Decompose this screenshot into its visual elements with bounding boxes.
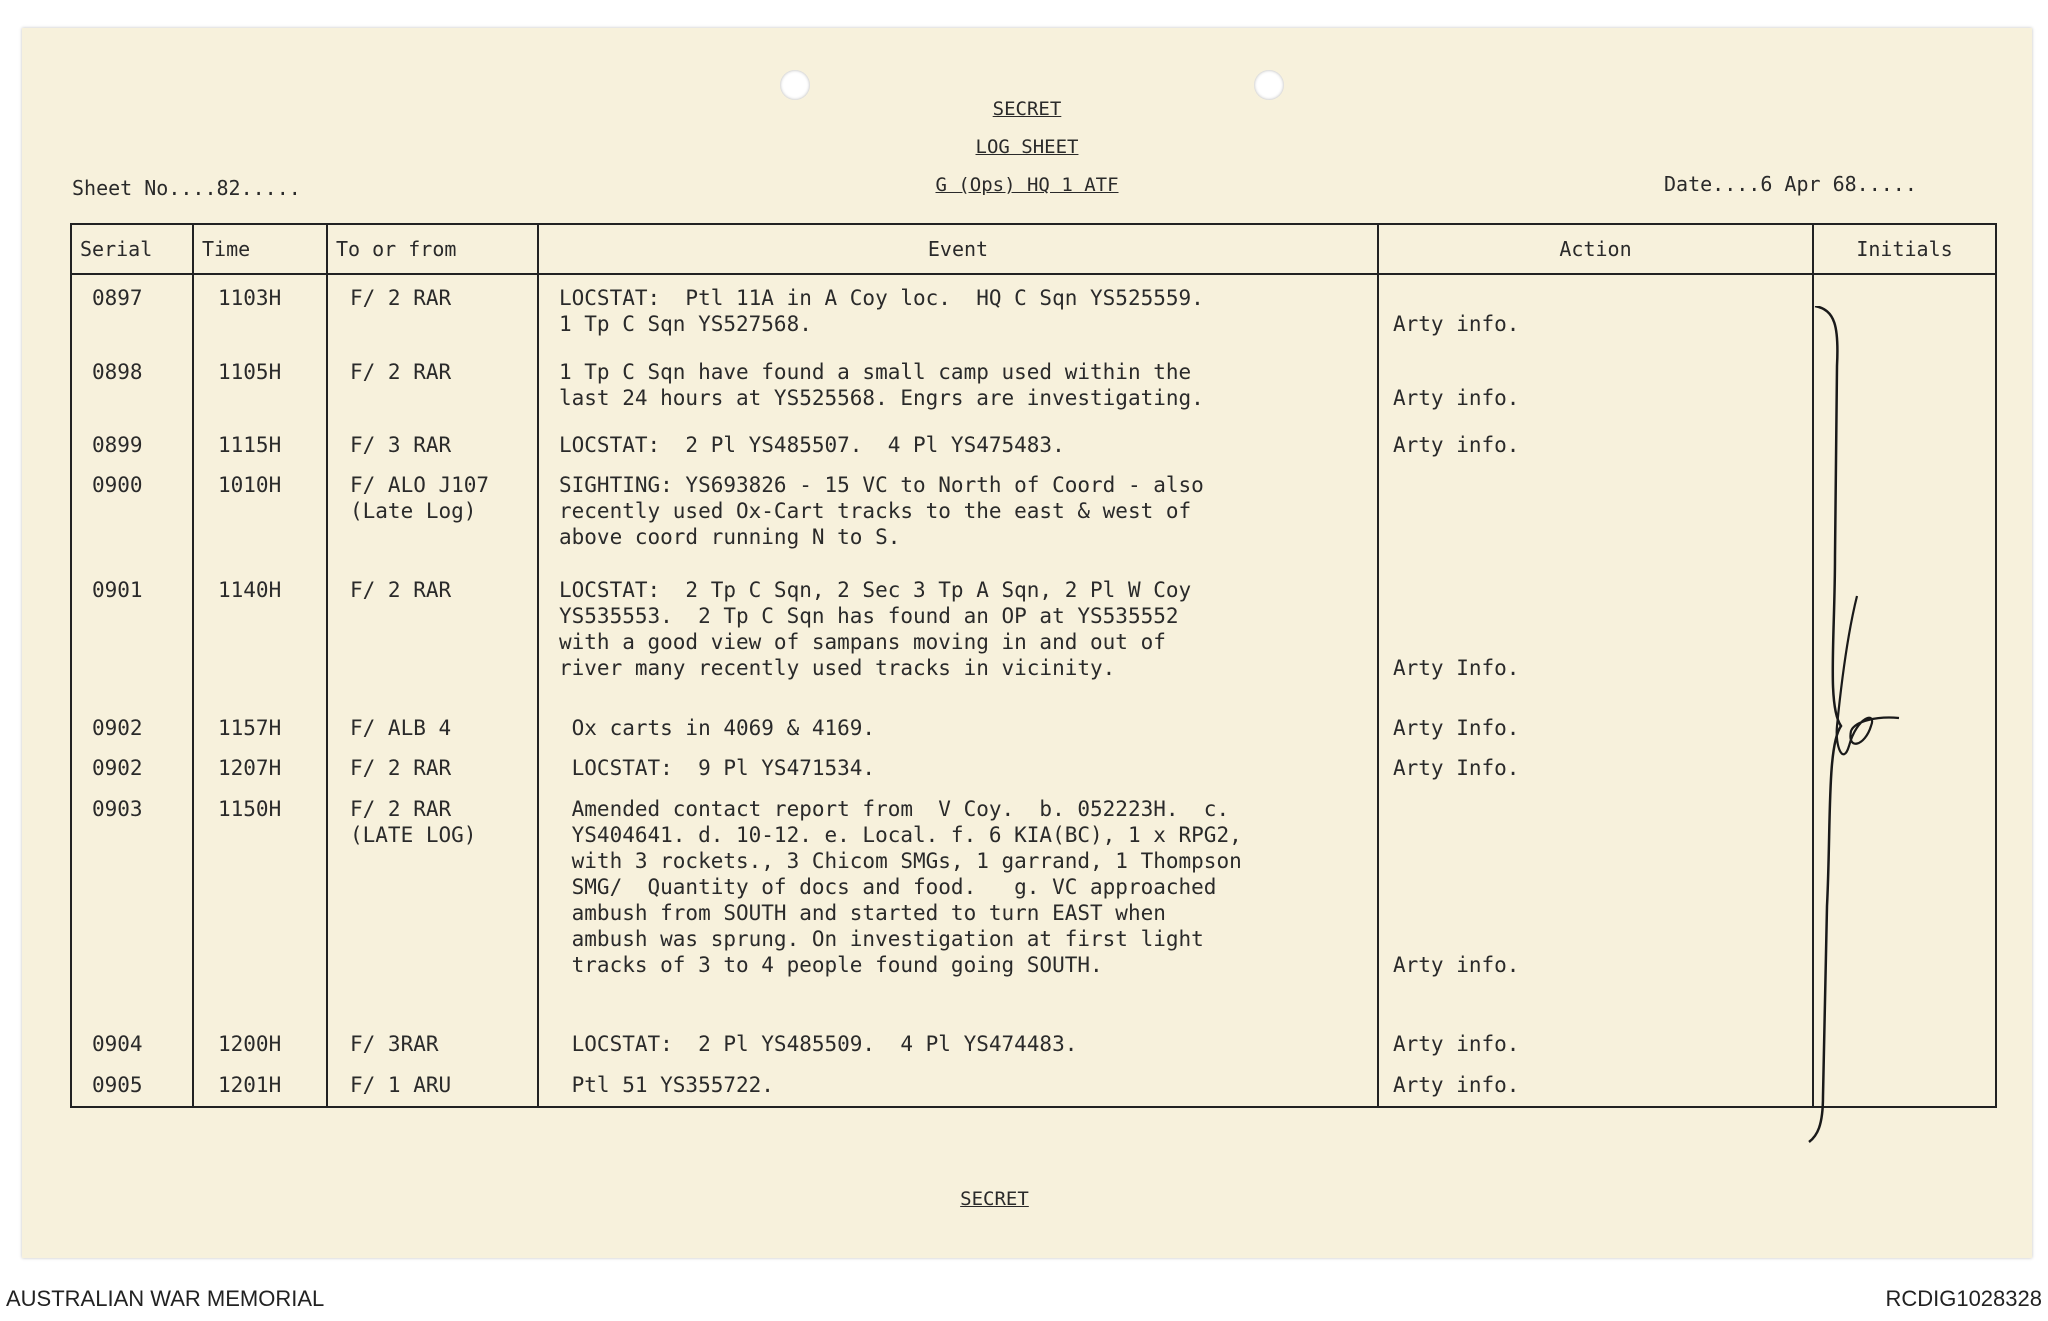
entry-time: 1103H <box>193 274 327 353</box>
sheet-number-trail: ..... <box>240 176 301 200</box>
sheet-number <box>72 176 301 200</box>
table-row <box>71 1025 1996 1065</box>
entry-to-from: F/ 2 RAR <box>327 749 538 789</box>
credit-left: AUSTRALIAN WAR MEMORIAL <box>6 1286 325 1311</box>
entry-to-from: F/ 3RAR <box>327 1025 538 1065</box>
entry-to-from: F/ 2 RAR <box>327 571 538 709</box>
entry-action: Arty Info. <box>1378 709 1813 749</box>
log-table <box>70 223 1997 1108</box>
entry-serial: 0897 <box>71 274 193 353</box>
entry-time: 1150H <box>193 790 327 1026</box>
entry-serial: 0901 <box>71 571 193 709</box>
col-time-header: Time <box>193 224 327 274</box>
table-row <box>71 709 1996 749</box>
entry-time: 1200H <box>193 1025 327 1065</box>
entry-event: SIGHTING: YS693826 - 15 VC to North of Coord - also recently used Ox-Cart tracks to the east & west of above coord running N to S. <box>538 466 1378 571</box>
entry-action: Arty Info. <box>1378 749 1813 789</box>
entry-to-from: F/ 2 RAR (LATE LOG) <box>327 790 538 1026</box>
entry-action <box>1378 466 1813 571</box>
entry-action: Arty info. <box>1378 790 1813 1026</box>
entry-event: LOCSTAT: 2 Tp C Sqn, 2 Sec 3 Tp A Sqn, 2 Pl W Coy YS535553. 2 Tp C Sqn has found an OP at YS535552 with a good view of sampans moving in and out of river many recently used tracks in vicinity. <box>538 571 1378 709</box>
entry-to-from: F/ ALO J107 (Late Log) <box>327 466 538 571</box>
table-header-row <box>71 224 1996 274</box>
entry-initials <box>1813 1025 1996 1065</box>
entry-to-from: F/ 2 RAR <box>327 274 538 353</box>
entry-time: 1157H <box>193 709 327 749</box>
entry-event: LOCSTAT: 9 Pl YS471534. <box>538 749 1378 789</box>
table-row <box>71 571 1996 709</box>
classification-header: SECRET <box>992 98 1062 120</box>
table-filler-row <box>71 1106 1996 1107</box>
entry-to-from: F/ 2 RAR <box>327 353 538 426</box>
log-entries <box>71 274 1996 1107</box>
entry-time: 1207H <box>193 749 327 789</box>
table-row <box>71 790 1996 1026</box>
punch-hole-right <box>1254 70 1284 100</box>
table-row <box>71 466 1996 571</box>
col-event-header: Event <box>538 224 1378 274</box>
entry-serial: 0899 <box>71 426 193 466</box>
entry-to-from: F/ 1 ARU <box>327 1066 538 1106</box>
entry-time: 1115H <box>193 426 327 466</box>
entry-time: 1140H <box>193 571 327 709</box>
date-value: 6 Apr 68 <box>1760 172 1857 196</box>
entry-time: 1010H <box>193 466 327 571</box>
entry-serial: 0905 <box>71 1066 193 1106</box>
sheet-date <box>1664 172 1917 196</box>
table-row <box>71 274 1996 353</box>
sheet-number-value: 82 <box>216 176 241 200</box>
entry-serial: 0898 <box>71 353 193 426</box>
table-row <box>71 749 1996 789</box>
entry-serial: 0902 <box>71 749 193 789</box>
entry-event: LOCSTAT: 2 Pl YS485509. 4 Pl YS474483. <box>538 1025 1378 1065</box>
col-to-from-header: To or from <box>327 224 538 274</box>
date-trail: ..... <box>1856 172 1917 196</box>
entry-initials <box>1813 749 1996 789</box>
entry-action: Arty info. <box>1378 353 1813 426</box>
entry-action: Arty info. <box>1378 1066 1813 1106</box>
entry-event: Ox carts in 4069 & 4169. <box>538 709 1378 749</box>
entry-time: 1201H <box>193 1066 327 1106</box>
classification-footer: SECRET <box>960 1188 1029 1210</box>
entry-serial: 0900 <box>71 466 193 571</box>
date-label: Date.... <box>1664 172 1761 196</box>
punch-hole-left <box>780 70 810 100</box>
entry-initials <box>1813 571 1996 709</box>
entry-event: LOCSTAT: Ptl 11A in A Coy loc. HQ C Sqn YS525559. 1 Tp C Sqn YS527568. <box>538 274 1378 353</box>
col-action-header: Action <box>1378 224 1813 274</box>
col-initials-header: Initials <box>1813 224 1996 274</box>
entry-serial: 0902 <box>71 709 193 749</box>
entry-to-from: F/ ALB 4 <box>327 709 538 749</box>
table-row <box>71 1066 1996 1106</box>
unit-line: G (Ops) HQ 1 ATF <box>935 174 1119 196</box>
entry-time: 1105H <box>193 353 327 426</box>
entry-initials <box>1813 1066 1996 1106</box>
entry-action: Arty Info. <box>1378 571 1813 709</box>
sheet-number-label: Sheet No.... <box>72 176 217 200</box>
entry-initials <box>1813 353 1996 426</box>
document-title: LOG SHEET <box>975 136 1079 158</box>
entry-initials <box>1813 426 1996 466</box>
entry-action: Arty info. <box>1378 1025 1813 1065</box>
entry-initials <box>1813 466 1996 571</box>
entry-to-from: F/ 3 RAR <box>327 426 538 466</box>
col-serial-header: Serial <box>71 224 193 274</box>
entry-event: 1 Tp C Sqn have found a small camp used within the last 24 hours at YS525568. Engrs are investigating. <box>538 353 1378 426</box>
entry-action: Arty info. <box>1378 274 1813 353</box>
entry-initials <box>1813 274 1996 353</box>
entry-initials <box>1813 790 1996 1026</box>
table-row <box>71 426 1996 466</box>
entry-initials <box>1813 709 1996 749</box>
table-row <box>71 353 1996 426</box>
credit-right: RCDIG1028328 <box>1885 1286 2042 1311</box>
entry-serial: 0903 <box>71 790 193 1026</box>
entry-action: Arty info. <box>1378 426 1813 466</box>
log-sheet-paper <box>22 28 2032 1258</box>
entry-event: LOCSTAT: 2 Pl YS485507. 4 Pl YS475483. <box>538 426 1378 466</box>
entry-event: Amended contact report from V Coy. b. 052223H. c. YS404641. d. 10-12. e. Local. f. 6 KIA(BC), 1 x RPG2, with 3 rockets., 3 Chicom SMGs, 1 garrand, 1 Thompson SMG/ Quantity of docs and food. g. VC approached ambush from SOUTH and started to turn EAST when ambush was sprung. On investigation at first light tracks of 3 to 4 people found going SOUTH. <box>538 790 1378 1026</box>
entry-event: Ptl 51 YS355722. <box>538 1066 1378 1106</box>
entry-serial: 0904 <box>71 1025 193 1065</box>
